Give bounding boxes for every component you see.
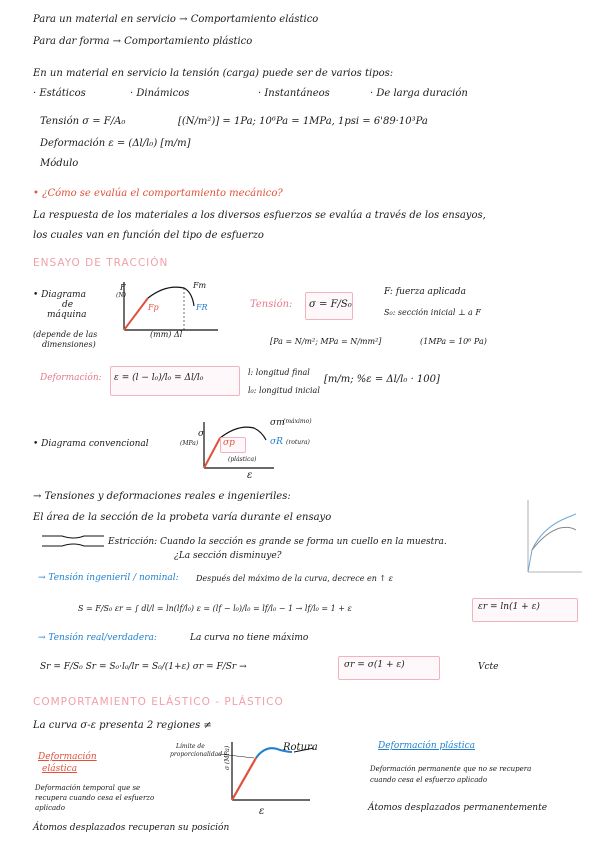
limite-2: proporcionalidad <box>170 751 223 758</box>
question-line-1: La respuesta de los materiales a los diversos esfuerzos se evalúa a través de los ensayos, <box>33 210 486 221</box>
plastic-note: (plástica) <box>228 456 257 463</box>
diagram-machine-2: de <box>62 300 74 310</box>
epsilon-axis-label: ε <box>259 806 265 817</box>
label-sigma-p: σp <box>223 438 235 448</box>
label-fr: FR <box>196 303 208 312</box>
label-fm: Fm <box>193 281 207 290</box>
def-el-desc-3: aplicado <box>35 804 65 812</box>
tension-units: [(N/m²)] = 1Pa; 10⁶Pa = 1MPa, 1psi = 6'89·10³Pa <box>178 116 428 127</box>
type-static: · Estáticos <box>33 88 86 99</box>
depends-2: dimensiones) <box>42 340 96 349</box>
reales-title: → Tensiones y deformaciones reales e ingenieriles: <box>33 491 291 502</box>
sigma-axis-label: σ (MPa) <box>224 745 231 770</box>
axis-sigma: σ <box>198 429 205 439</box>
axis-f-unit: (N) <box>116 292 126 299</box>
traccion-heading: ENSAYO DE TRACCIÓN <box>33 257 169 269</box>
def-plastica: Deformación plástica <box>378 741 476 751</box>
tension-label: Tensión σ = F/A₀ <box>40 116 126 127</box>
elastic-plastic-diagram <box>218 740 338 810</box>
vcte: Vcte <box>478 662 499 672</box>
s0-definition: S₀: sección inicial ⊥ a F <box>384 308 481 317</box>
question-line-2: los cuales van en función del tipo de esfuerzo <box>33 230 264 241</box>
necking-sketch <box>40 530 106 552</box>
tension-title: Tensión: <box>250 299 293 310</box>
real-desc: La curva no tiene máximo <box>190 633 309 643</box>
label-fp: Fp <box>148 303 159 312</box>
l-definition: l: longitud final <box>248 368 310 377</box>
reales-area: El área de la sección de la probeta varía durante el ensayo <box>33 512 332 523</box>
l0-definition: l₀: longitud inicial <box>248 386 320 395</box>
sigma-r-note: (rotura) <box>286 439 310 446</box>
real-title: → Tensión real/verdadera: <box>38 633 157 643</box>
def-el-desc-1: Deformación temporal que se <box>35 784 141 792</box>
deformation-formula: ε = (l − l₀)/l₀ = Δl/l₀ <box>114 373 204 383</box>
estriccion-2: ¿La sección disminuye? <box>174 551 282 561</box>
mm-units: [m/m; %ε = Δl/l₀ · 100] <box>324 374 440 385</box>
real-vs-nominal-graph <box>520 498 584 578</box>
def-elastica-1: Deformación <box>38 752 97 762</box>
def-el-desc-2: recupera cuando cesa el esfuerzo <box>35 794 155 802</box>
real-formula: Sr = F/S₀ Sr = S₀·l₀/lr = S₀/(1+ε) σr = F/Sr → <box>40 662 247 672</box>
label-sigma-m: σm <box>270 418 285 428</box>
pa-units: [Pa = N/m²; MPa = N/mm²] <box>270 337 382 346</box>
limite-1: Límite de <box>176 743 205 750</box>
diagram-conventional: • Diagrama convencional <box>33 439 149 449</box>
curve-regions: La curva σ-ε presenta 2 regiones ≠ <box>33 720 212 731</box>
ing-formula: S = F/S₀ εr = ∫ dl/l = ln(lf/l₀) ε = (lf − l₀)/l₀ = lf/l₀ − 1 → lf/l₀ = 1 + ε <box>78 604 352 613</box>
real-result: σr = σ(1 + ε) <box>344 660 405 670</box>
rotura-label: Rotura <box>283 742 318 753</box>
type-dynamic: · Dinámicos <box>130 88 190 99</box>
axis-sigma-unit: (MPa) <box>180 440 199 447</box>
depends-1: (depende de las <box>33 330 98 339</box>
axis-f: F <box>120 283 126 292</box>
deformation-title: Deformación: <box>40 373 102 383</box>
label-sigma-r: σR <box>270 437 283 447</box>
type-instant: · Instantáneos <box>258 88 330 99</box>
deformation-def: Deformación ε = (Δl/l₀) [m/m] <box>40 138 191 149</box>
f-definition: F: fuerza aplicada <box>384 287 466 297</box>
def-elastica-2: elástica <box>42 764 78 774</box>
atomos-plastic: Átomos desplazados permanentemente <box>368 803 548 813</box>
modulo-label: Módulo <box>40 158 79 169</box>
sigma-m-note: (máximo) <box>283 418 312 425</box>
tension-formula: σ = F/S₀ <box>309 299 352 310</box>
def-pl-desc-1: Deformación permanente que no se recupera <box>370 765 532 773</box>
ing-result: εr = ln(1 + ε) <box>478 602 540 612</box>
diagram-machine-1: • Diagrama <box>33 290 86 300</box>
type-long: · De larga duración <box>370 88 468 99</box>
def-pl-desc-2: cuando cesa el esfuerzo aplicado <box>370 776 488 784</box>
intro-line-2: Para dar forma → Comportamiento plástico <box>33 36 253 47</box>
axis-epsilon: ε <box>247 470 253 481</box>
elastico-heading: COMPORTAMIENTO ELÁSTICO - PLÁSTICO <box>33 696 284 708</box>
estriccion-1: Estricción: Cuando la sección es grande se forma un cuello en la muestra. <box>108 537 447 547</box>
tension-types-intro: En un material en servicio la tensión (carga) puede ser de varios tipos: <box>33 68 394 79</box>
ing-title: → Tensión ingenieril / nominal: <box>38 573 179 583</box>
axis-dl: (mm) Δl <box>150 330 183 339</box>
diagram-machine-3: máquina <box>47 310 87 320</box>
ing-desc: Después del máximo de la curva, decrece en ↑ ε <box>196 574 393 583</box>
mpa-equivalence: (1MPa = 10⁶ Pa) <box>420 337 487 346</box>
question-title: • ¿Cómo se evalúa el comportamiento mecánico? <box>33 188 283 199</box>
intro-line-1: Para un material en servicio → Comportamiento elástico <box>33 14 319 25</box>
atomos-elastic: Átomos desplazados recuperan su posición <box>33 823 230 833</box>
